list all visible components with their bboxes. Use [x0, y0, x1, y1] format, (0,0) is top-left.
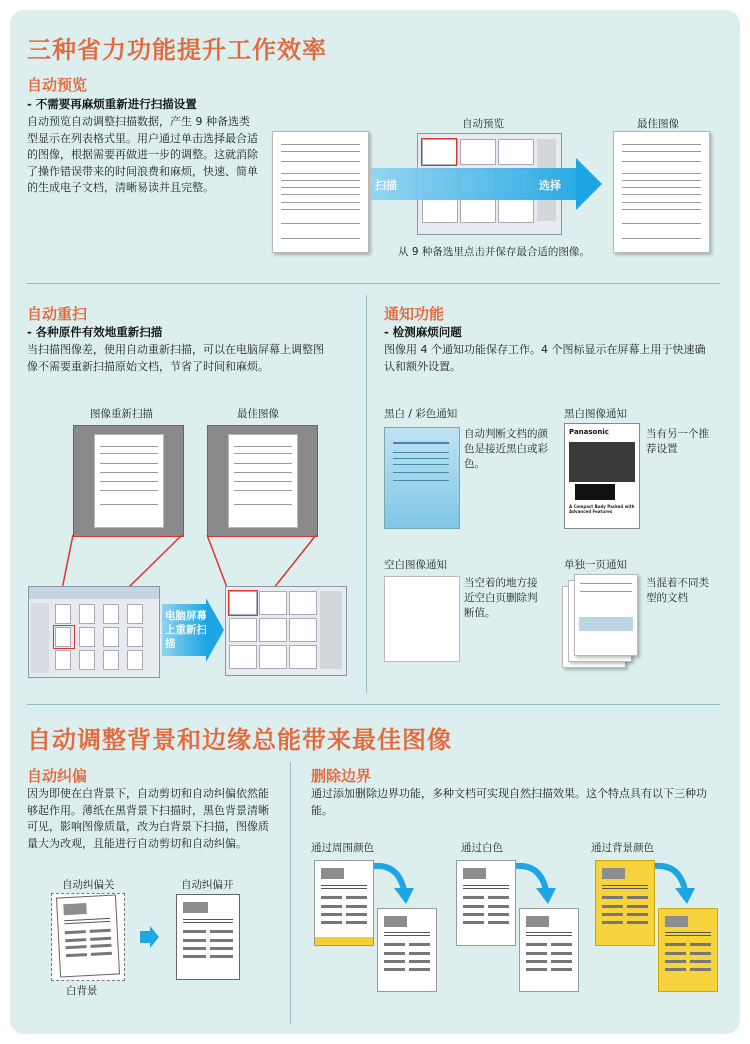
blank-document-thumb	[384, 576, 460, 662]
rescan-arrow-text: 电脑屏幕上重新扫描	[165, 610, 207, 650]
border-heading: 删除边界	[311, 767, 372, 785]
preview-caption: 从 9 种备选里点击并保存最合适的图像。	[398, 246, 590, 258]
notify-item-title-3: 单独一页通知	[564, 559, 627, 571]
border-label-0: 通过周围颜色	[311, 842, 374, 854]
white-bg-label: 白背景	[66, 985, 98, 997]
deskew-on-document	[176, 894, 240, 980]
border-src-doc-2	[595, 860, 655, 946]
deskew-arrow	[140, 931, 150, 943]
notify-heading: 通知功能	[384, 305, 445, 323]
deskew-on-label: 自动纠偏开	[181, 879, 234, 891]
notify-item-title-1: 黑白图像通知	[564, 408, 627, 420]
best-image-label-1: 最佳图像	[637, 118, 679, 130]
notify-item-title-0: 黑白 / 彩色通知	[384, 408, 458, 420]
color-document-thumb	[384, 427, 460, 529]
auto-preview-subheading: - 不需要再麻烦重新进行扫描设置	[27, 97, 197, 111]
rescan-app-window	[28, 586, 160, 678]
border-arrow-0	[370, 860, 420, 908]
deskew-arrow-head-icon	[150, 926, 159, 948]
divider-vertical-2	[290, 762, 291, 1024]
panasonic-brand-text: Panasonic	[569, 428, 609, 436]
border-arrow-2	[651, 860, 701, 908]
section1-title: 三种省力功能提升工作效率	[27, 36, 327, 64]
auto-preview-body: 自动预览自动调整扫描数据，产生 9 种备选类型显示在列表格式里。用户通过单击选择最合适的图像，根据需要再做进一步的调整。这就消除了操作错误带来的时间浪费和麻烦，快速、简单的生成电子文档，清晰易读并且完整。	[27, 115, 258, 194]
divider-2	[27, 704, 720, 705]
notify-item-desc-2: 当空着的地方接近空白页删除判断值。	[464, 577, 538, 619]
scan-arrow-text: 扫描	[375, 179, 397, 192]
deskew-body: 因为即使在白背景下，自动剪切和自动纠偏依然能够起作用。薄纸在黑背景下扫描时，黑色背景清晰可见，影响图像质量，改为白背景下扫描，图像质量大为改观，且能进行自动剪切和自动纠偏。	[27, 787, 269, 850]
notify-item-desc-3: 当混着不同类型的文档	[646, 577, 709, 604]
notify-item-title-2: 空白图像通知	[384, 559, 447, 571]
border-result-doc-2	[658, 908, 718, 992]
rescan-label: 图像重新扫描	[90, 408, 153, 420]
border-src-doc-0	[314, 860, 374, 946]
bw-document-thumb	[564, 423, 640, 529]
border-result-doc-1	[519, 908, 579, 992]
preview-label: 自动预览	[462, 118, 504, 130]
bw-document-caption: A Compact Body Packed with Advanced Features	[569, 504, 635, 514]
notify-subheading: - 检测麻烦问题	[384, 325, 462, 339]
deskew-heading: 自动纠偏	[27, 767, 88, 785]
border-src-doc-1	[456, 860, 516, 946]
border-label-1: 通过白色	[461, 842, 503, 854]
auto-preview-heading: 自动预览	[27, 76, 88, 94]
auto-rescan-body: 当扫描图像差，使用自动重新扫描，可以在电脑屏幕上调整图像不需要重新扫描原始文档，节省了时间和麻烦。	[27, 343, 324, 373]
border-body: 通过添加删除边界功能，多种文档可实现自然扫描效果。这个特点具有以下三种功能。	[311, 787, 707, 817]
best-image-label-2: 最佳图像	[237, 408, 279, 420]
stacked-doc-front	[574, 574, 638, 656]
notify-body: 图像用 4 个通知功能保存工作。4 个图标显示在屏幕上用于快速确认和额外设置。	[384, 343, 706, 373]
border-result-doc-0	[377, 908, 437, 992]
rescan-arrow-head-icon	[206, 598, 224, 662]
deskew-off-frame	[51, 893, 125, 981]
auto-rescan-subheading: - 各种原件有效地重新扫描	[27, 325, 163, 339]
border-arrow-1	[512, 860, 562, 908]
rescan-result-window	[225, 586, 347, 676]
rescan-arrow	[162, 604, 206, 656]
notify-item-desc-0: 自动判断文档的颜色是接近黑白或彩色。	[464, 428, 548, 470]
section2-title: 自动调整背景和边缘总能带来最佳图像	[27, 726, 452, 754]
notify-item-desc-1: 当有另一个推荐设置	[646, 428, 709, 455]
border-label-2: 通过背景颜色	[591, 842, 654, 854]
deskew-off-label: 自动纠偏关	[62, 879, 115, 891]
auto-rescan-heading: 自动重扫	[27, 305, 88, 323]
select-arrow-text: 选择	[539, 179, 561, 192]
